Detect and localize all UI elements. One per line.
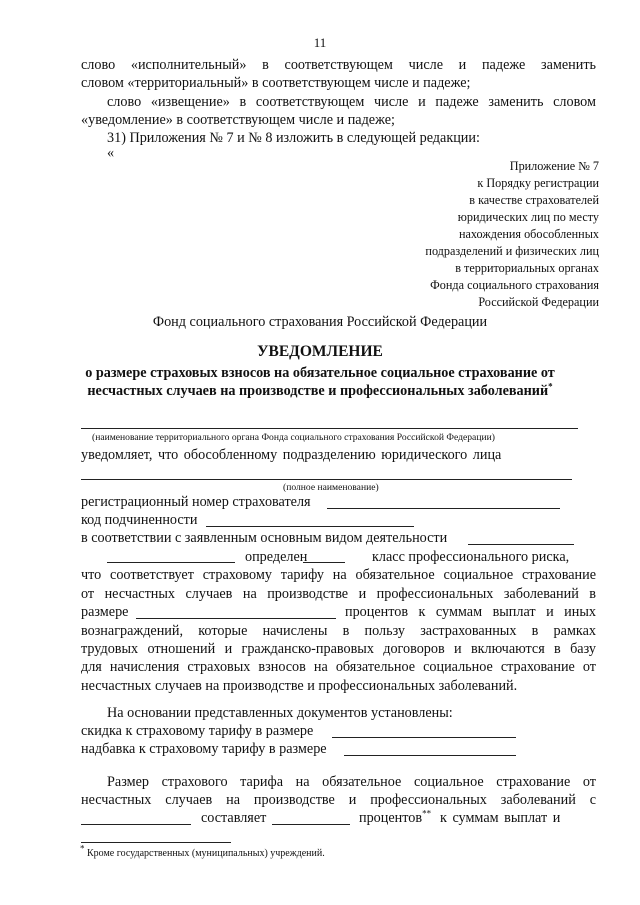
subtitle-text: несчастных случаев на производстве и профессиональных заболеваний (87, 383, 549, 399)
quote-open: « (107, 145, 115, 161)
reg-number-field[interactable] (327, 508, 560, 509)
fund-name: Фонд социального страхования Российской Федерации (152, 314, 488, 330)
discount-label: скидка к страховому тарифу в размере (81, 723, 314, 739)
p3-amount-label: составляет (201, 810, 267, 826)
appendix-line: в качестве страхователей (469, 193, 599, 207)
reg-number-label: регистрационный номер страхователя (81, 494, 311, 510)
p1-line-3: от несчастных случаев на производстве и профессиональных заболеваний в (81, 586, 596, 602)
date-from-field[interactable] (81, 824, 191, 825)
intro-line-5: 31) Приложения № 7 и № 8 изложить в следующей редакции: (107, 130, 480, 146)
appendix-header (425, 158, 599, 311)
p1-line-7: для начисления страховых взносов на обязательное социальное страхование от (81, 659, 596, 675)
p1-defined: определен (245, 549, 308, 565)
appendix-line: к Порядку регистрации (477, 176, 599, 190)
appendix-line: подразделений и физических лиц (425, 244, 599, 258)
p2-line-1: На основании представленных документов установлены: (107, 705, 453, 721)
appendix-line: Российской Федерации (478, 295, 599, 309)
notifies-line: уведомляет, что обособленному подразделению юридического лица (81, 447, 502, 463)
territorial-organ-caption: (наименование территориального органа Фонда социального страхования Российской Федерации) (92, 432, 495, 443)
p3-line-1: Размер страхового тарифа на обязательное социальное страхование от (107, 774, 596, 790)
p3-line-3c: к суммам выплат и (440, 810, 561, 826)
p3-percent-label (359, 809, 431, 827)
territorial-organ-field[interactable] (81, 428, 578, 429)
footnote-mark: * (80, 843, 85, 854)
p1-line-4b: процентов к суммам выплат и иных (345, 604, 596, 620)
appendix-line: нахождения обособленных (459, 227, 599, 241)
p1-line-5: вознаграждений, которые начислены в пользу застрахованных в рамках (81, 623, 596, 639)
appendix-line: Фонда социального страхования (430, 278, 599, 292)
surcharge-label: надбавка к страховому тарифу в размере (81, 741, 327, 757)
p1-risk-class: класс профессионального риска, (372, 549, 570, 565)
discount-field[interactable] (332, 737, 516, 738)
page-number: 11 (313, 35, 327, 50)
footnote-text: Кроме государственных (муниципальных) учреждений. (87, 848, 325, 859)
p1-line-6: трудовых отношений и гражданско-правовых договоров и включаются в базу (81, 641, 596, 657)
footnote-separator (81, 842, 231, 843)
footnote (80, 843, 325, 859)
risk-class-field[interactable] (303, 562, 345, 563)
p3-line-2: несчастных случаев на производстве и профессиональных заболеваний с (81, 792, 596, 808)
intro-line-3: слово «извещение» в соответствующем числе и падеже заменить словом (107, 94, 596, 110)
tariff-total-field[interactable] (272, 824, 350, 825)
p1-line-2: что соответствует страховому тарифу на обязательное социальное страхование (81, 567, 596, 583)
appendix-line: в территориальных органах (455, 261, 599, 275)
intro-line-2: словом «территориальный» в соответствующем числе и падеже; (81, 75, 471, 91)
p3-percent-text: процентов (359, 810, 423, 826)
p1-line-8: несчастных случаев на производстве и профессиональных заболеваний. (81, 678, 518, 694)
form-subtitle-1: о размере страховых взносов на обязательное социальное страхование от (85, 365, 555, 381)
intro-line-1: слово «исполнительный» в соответствующем числе и падеже заменить (81, 57, 596, 73)
form-title: УВЕДОМЛЕНИЕ (257, 343, 383, 360)
subtitle-footnote-mark: * (548, 381, 553, 392)
appendix-line: Приложение № 7 (509, 159, 599, 173)
surcharge-field[interactable] (344, 755, 516, 756)
activity-label: в соответствии с заявленным основным видом деятельности (81, 530, 448, 546)
intro-line-4: «уведомление» в соответствующем числе и падеже; (81, 112, 395, 128)
subordination-field[interactable] (206, 526, 414, 527)
subordination-label: код подчиненности (81, 512, 198, 528)
activity-field[interactable] (468, 544, 574, 545)
tariff-percent-field[interactable] (136, 618, 336, 619)
p1-size-label: размере (81, 604, 129, 620)
appendix-line: юридических лиц по месту (457, 210, 599, 224)
form-subtitle-2 (0, 382, 640, 400)
full-name-caption: (полное наименование) (283, 482, 379, 493)
p3-footnote-mark: ** (422, 808, 432, 819)
activity-code-field[interactable] (107, 562, 235, 563)
full-name-field[interactable] (81, 479, 572, 480)
